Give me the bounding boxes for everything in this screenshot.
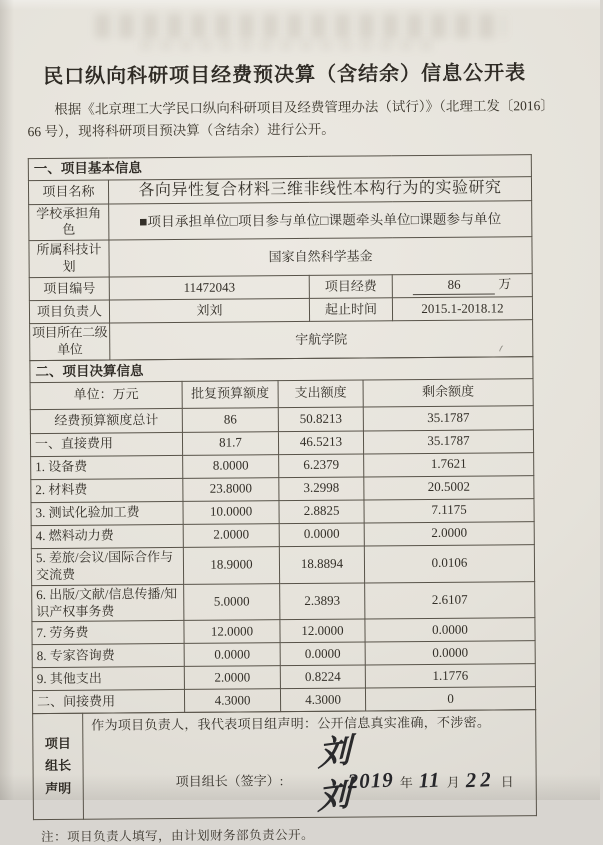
budget-cell-remaining: 20.5002 (364, 476, 534, 500)
budget-cell-remaining: 0 (365, 687, 535, 711)
budget-header-row (30, 379, 533, 410)
column-header-spent: 支出额度 (278, 380, 363, 408)
declaration-row (33, 710, 537, 820)
budget-cell-approved: 23.8000 (183, 478, 279, 502)
project-number-label: 项目编号 (29, 277, 109, 301)
budget-cell-remaining: 7.1175 (364, 499, 534, 523)
budget-row-label: 2. 材料费 (31, 478, 183, 502)
signature-row (91, 734, 530, 818)
budget-row-label: 7. 劳务费 (32, 621, 184, 645)
declaration-content (83, 710, 537, 819)
budget-cell-spent: 46.5213 (278, 431, 363, 455)
role-label: 学校承担角色 (29, 204, 109, 241)
leader-label: 项目负责人 (29, 300, 109, 324)
budget-cell-spent: 6.2379 (279, 454, 364, 478)
budget-cell-remaining: 2.0000 (364, 522, 534, 546)
budget-row-label: 1. 设备费 (31, 455, 183, 479)
project-number-value: 11472043 (109, 276, 309, 301)
secondary-unit-value: 宇航学院 (110, 320, 533, 360)
budget-row-label: 经费预算额度总计 (30, 408, 182, 433)
budget-cell-approved: 86 (182, 408, 278, 433)
budget-row-label: 8. 专家咨询费 (32, 644, 184, 668)
budget-cell-remaining: 35.1787 (363, 406, 533, 431)
budget-row-travel (31, 545, 534, 586)
budget-cell-approved: 5.0000 (184, 583, 280, 621)
budget-cell-spent: 0.8224 (280, 665, 365, 689)
section-title-basic-info: 一、项目基本信息 (28, 154, 531, 180)
budget-row-publication (32, 581, 535, 622)
footer-note: 注：项目负责人填写，由计划财务部负责公开。 (41, 827, 315, 845)
column-header-remaining: 剩余额度 (363, 379, 533, 407)
budget-cell-remaining: 0.0106 (364, 545, 534, 583)
basic-info-table (28, 154, 534, 361)
budget-cell-approved: 8.0000 (183, 455, 279, 479)
program-label: 所属科技计划 (29, 240, 109, 277)
funding-value-cell (392, 274, 532, 298)
unit-header: 单位：万元 (30, 381, 182, 409)
budget-cell-spent: 0.0000 (279, 523, 364, 547)
budget-cell-remaining: 35.1787 (363, 430, 533, 454)
budget-row-label: 二、间接费用 (32, 690, 184, 714)
period-label: 起止时间 (309, 298, 392, 322)
budget-cell-remaining: 2.6107 (365, 581, 535, 619)
budget-cell-spent: 3.2998 (279, 477, 364, 501)
date-day: 22 (465, 766, 496, 792)
budget-cell-approved: 10.0000 (183, 501, 279, 525)
budget-cell-approved: 18.9000 (183, 547, 279, 585)
budget-cell-approved: 12.0000 (184, 620, 280, 644)
leader-value: 刘刘 (109, 299, 309, 324)
handwritten-signature: 刘刘 (317, 734, 345, 818)
section-title-budget: 二、项目决算信息 (30, 357, 533, 383)
budget-cell-approved: 2.0000 (184, 666, 280, 690)
project-name-value: 各向异性复合材料三维非线性本构行为的实验研究 (108, 176, 531, 203)
budget-table (29, 356, 536, 715)
funding-label: 项目经费 (309, 275, 392, 299)
budget-cell-spent: 2.3893 (280, 583, 365, 620)
budget-row-label: 4. 燃料动力费 (31, 524, 183, 548)
budget-cell-remaining: 1.1776 (365, 664, 535, 688)
period-value: 2015.1-2018.12 (392, 297, 532, 321)
budget-cell-remaining: 0.0000 (365, 618, 535, 642)
date-month-unit: 月 (446, 774, 460, 790)
date-month: 11 (418, 767, 442, 792)
declaration-statement: 作为项目负责人，我代表项目组声明：公开信息真实准确，不涉密。 (91, 714, 491, 734)
column-header-approved: 批复预算额度 (182, 381, 278, 409)
budget-row-label: 5. 差旅/会议/国际合作与交流费 (31, 547, 183, 585)
intro-paragraph: 根据《北京理工大学民口纵向科研项目及经费管理办法（试行）》（北理工发〔2016〕66 号），现将科研项目预决算（含结余）进行公开。 (27, 97, 554, 139)
project-name-label: 项目名称 (28, 180, 108, 204)
budget-cell-spent: 18.8894 (279, 546, 364, 583)
budget-cell-remaining: 0.0000 (365, 641, 535, 665)
date-year: 2019 (347, 767, 395, 793)
signature-label: 项目组长（签字）: (175, 772, 284, 789)
budget-row-label: 6. 出版/文献/信息传播/知识产权事务费 (32, 584, 184, 622)
budget-row-label: 一、直接费用 (30, 432, 182, 456)
funding-amount: 86 (413, 277, 495, 296)
budget-cell-spent: 4.3000 (280, 688, 365, 712)
table-row-role (29, 200, 532, 241)
budget-cell-spent: 12.0000 (280, 619, 365, 643)
budget-cell-spent: 2.8825 (279, 500, 364, 524)
role-checkboxes: ■项目承担单位□项目参与单位□课题牵头单位□课题参与单位 (109, 200, 532, 240)
page-title: 民口纵向科研项目经费预决算（含结余）信息公开表 (43, 62, 527, 89)
budget-cell-approved: 4.3000 (184, 689, 280, 713)
budget-row-label: 3. 测试化验加工费 (31, 501, 183, 525)
date-year-unit: 年 (399, 774, 413, 790)
budget-cell-approved: 0.0000 (184, 643, 280, 667)
budget-row-label: 9. 其他支出 (32, 667, 184, 691)
declaration-label: 项目 组长 声明 (33, 714, 84, 820)
budget-cell-approved: 81.7 (182, 432, 278, 456)
budget-cell-remaining: 1.7621 (364, 453, 534, 477)
handwritten-date (348, 766, 516, 795)
date-day-unit: 日 (500, 773, 514, 789)
funding-unit: 万 (498, 276, 512, 292)
budget-cell-spent: 50.8213 (278, 407, 363, 432)
secondary-unit-label: 项目所在二级 单位 (30, 323, 110, 360)
table-row-program (29, 237, 532, 278)
program-value: 国家自然科学基金 (109, 237, 532, 277)
declaration-table (32, 710, 537, 821)
budget-cell-spent: 0.0000 (280, 642, 365, 666)
budget-cell-approved: 2.0000 (183, 524, 279, 548)
table-row-secondary-unit (30, 320, 533, 361)
